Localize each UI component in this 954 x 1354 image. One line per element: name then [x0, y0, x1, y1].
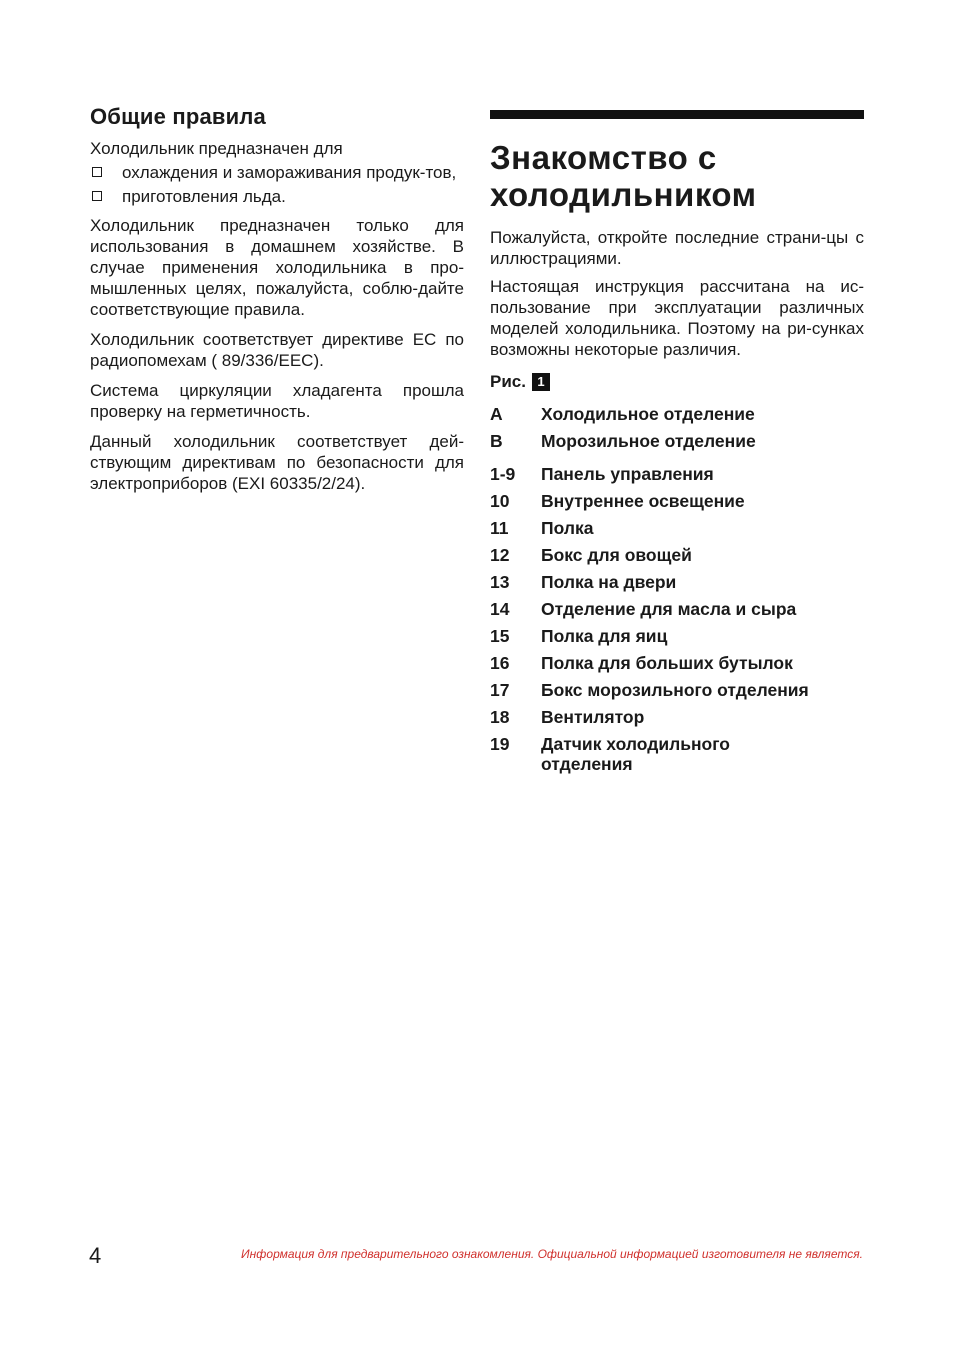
paragraph-safety-directives: Данный холодильник соответствует дей-ствующим директивам по безопасности для электроприборов (EXI 60335/2/24).: [90, 432, 464, 493]
intro-section: [490, 110, 864, 781]
list-item: [90, 163, 464, 183]
legend-key: 16: [490, 653, 510, 673]
paragraph-eu-directive: Холодильник соответствует директиве ЕС по радиопомехам ( 89/336/EEC).: [90, 330, 464, 370]
legend-row: [490, 491, 864, 511]
legend-key: 12: [490, 545, 510, 565]
legend-value: Внутреннее освещение: [541, 491, 745, 511]
legend-value: Бокс для овощей: [541, 545, 692, 565]
legend-value: Холодильное отделение: [541, 404, 755, 424]
legend-key: 14: [490, 599, 510, 619]
legend-row: [490, 404, 864, 424]
legend-row: [490, 734, 864, 774]
intro-text: Холодильник предназначен для: [90, 139, 343, 158]
legend-value: Полка для яиц: [541, 626, 668, 646]
legend-key: B: [490, 431, 503, 451]
footer-disclaimer: Информация для предварительного ознакомления. Официальной информацией изготовителя не является.: [241, 1247, 863, 1261]
legend-key: 18: [490, 707, 510, 727]
section-title: [490, 139, 864, 213]
section-divider-bar: [490, 110, 864, 119]
legend-key: A: [490, 404, 503, 424]
paragraph-illustrations: Пожалуйста, откройте последние страни-цы с иллюстрациями.: [490, 228, 864, 268]
list-item-text: охлаждения и замораживания продук-тов,: [122, 163, 457, 182]
legend-row: [490, 707, 864, 727]
figure-number-badge: 1: [532, 373, 550, 391]
legend-row: [490, 518, 864, 538]
legend-value: Морозильное отделение: [541, 431, 756, 451]
legend-row: [490, 431, 864, 451]
page-number: 4: [89, 1243, 102, 1268]
legend-key: 13: [490, 572, 510, 592]
figure-label: Рис.: [490, 372, 526, 391]
legend-key: 10: [490, 491, 510, 511]
legend-row: [490, 545, 864, 565]
legend-key: 17: [490, 680, 510, 700]
checkbox-bullet-icon: [92, 167, 102, 177]
legend-value: Отделение для масла и сыра: [541, 599, 797, 619]
legend-value: Датчик холодильного отделения: [541, 734, 730, 774]
legend-value: Полка для больших бутылок: [541, 653, 793, 673]
paragraph-refrigerant: Система циркуляции хладагента прошла проверку на герметичность.: [90, 381, 464, 421]
purpose-list: [90, 163, 464, 207]
section-title-line1: Знакомство с: [490, 139, 717, 176]
legend-value: Полка на двери: [541, 572, 677, 592]
general-rules-heading: Общие правила: [90, 104, 266, 129]
checkbox-bullet-icon: [92, 191, 102, 201]
general-rules-section: [90, 104, 464, 503]
legend-row: [490, 626, 864, 646]
legend-row: [490, 653, 864, 673]
paragraph-models: Настоящая инструкция рассчитана на ис-пользование при эксплуатации различных моделей холодильника. Поэтому на ри-сунках возможны некоторые различия.: [490, 277, 864, 359]
figure-legend: [490, 404, 864, 774]
legend-row: [490, 599, 864, 619]
list-item: [90, 187, 464, 207]
section-title-line2: холодильником: [490, 176, 757, 213]
legend-key: 19: [490, 734, 510, 754]
paragraph-household-use: Холодильник предназначен только для использования в домашнем хозяйстве. В случае применения холодильника в про-мышленных целях, пожалуйста, соблю-дайте соответствующие правила.: [90, 216, 464, 319]
legend-key: 11: [490, 518, 509, 538]
figure-reference: [490, 372, 864, 392]
legend-row: [490, 572, 864, 592]
legend-key: 15: [490, 626, 510, 646]
legend-value: Панель управления: [541, 464, 714, 484]
list-item-text: приготовления льда.: [122, 187, 286, 206]
legend-value: Вентилятор: [541, 707, 645, 727]
legend-row: [490, 680, 864, 700]
legend-value: Бокс морозильного отделения: [541, 680, 809, 700]
legend-value: Полка: [541, 518, 594, 538]
legend-key: 1-9: [490, 464, 516, 484]
legend-row: [490, 464, 864, 484]
